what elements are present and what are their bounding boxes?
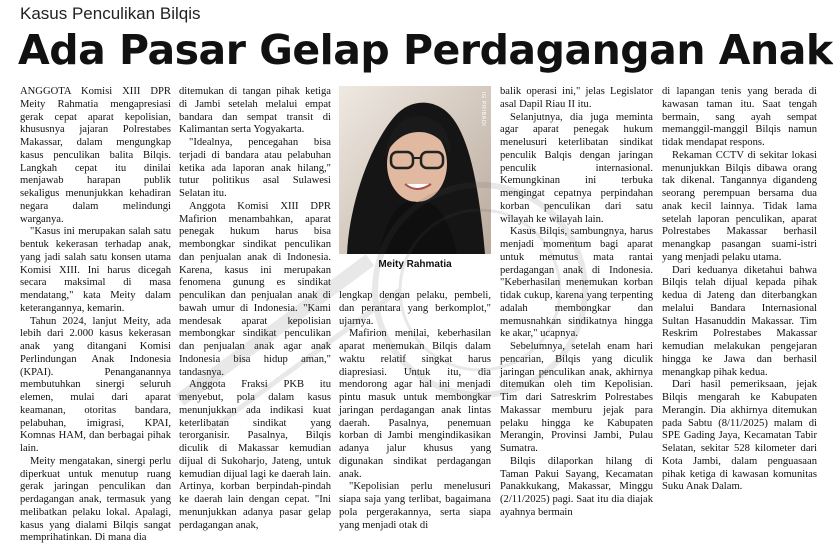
portrait-illustration xyxy=(339,86,491,254)
portrait-photo xyxy=(339,86,491,254)
article-column-5 xyxy=(662,86,817,517)
article-column-1 xyxy=(20,86,171,544)
article-kicker: Kasus Penculikan Bilqis xyxy=(20,4,201,23)
paragraph: Kasus Bilqis, sambungnya, harus menjadi momentum bagi aparat untuk memutus mata rantai perdagangan anak di Indonesia. "Keberhasilan menemukan korban tidak cukup, karena yang terpenting adalah membongkar dan memusnahkan sindikatnya hingga ke akar," ucapnya. xyxy=(500,226,653,340)
paragraph: Anggota Fraksi PKB itu menyebut, pola dalam kasus menunjukkan ada indikasi kuat keterlibatan sindikat yang terorganisir. Pasalnya, Bilqis diculik di Makassar kemudian dijual di Sukoharjo, Jateng, untuk kemudian dijual lagi ke daerah lain. Artinya, korban berpindah-pindah ke daerah lain dengan cepat. "Ini menunjukkan adanya pasar gelap perdagangan anak, xyxy=(179,379,331,531)
paragraph: balik operasi ini," jelas Legislator asal Dapil Riau II itu. xyxy=(500,86,653,110)
paragraph: di lapangan tenis yang berada di kawasan taman itu. Saat tengah bermain, sang ayah sempat memanggil-manggil Bilqis namun tidak mendapat respons. xyxy=(662,86,817,148)
article-column-3 xyxy=(339,86,491,531)
paragraph: Dari keduanya diketahui bahwa Bilqis telah dijual kepada pihak kedua di Jateng dan diterbangkan melalui Bandara Internasional Sultan Hasanuddin Makassar. Tim Reskrim Polrestabes Makassar kemudian melakukan pengejaran hingga ke Jawa dan berhasil menangkap pihak kedua. xyxy=(662,264,817,378)
paragraph: Sebelumnya, setelah enam hari pencarian, Bilqis yang diculik jaringan penculikan anak, akhirnya ditemukan oleh tim Kepolisian. Tim dari Satreskrim Polrestabes Makassar memburu jejak para pelaku hingga ke Kabupaten Merangin, Provinsi Jambi, Pulau Sumatra. xyxy=(500,341,653,454)
paragraph: Tahun 2024, lanjut Meity, ada lebih dari 2.000 kasus kekerasan anak yang ditangani Komisi Perlindungan Anak Indonesia (KPAI). Penanganannya membutuhkan sinergi seluruh elemen, mulai dari aparat keamanan, otoritas bandara, pelabuhan, imigrasi, KPAI, Komnas HAM, dan berbagai pihak lain. xyxy=(20,315,171,454)
column-3-body xyxy=(339,290,491,532)
paragraph: lengkap dengan pelaku, pembeli, dan perantara yang berkomplot," ujarnya. xyxy=(339,290,491,327)
paragraph: Bilqis dilaporkan hilang di Taman Pakui Sayang, Kecamatan Panakkukang, Makassar, Minggu (2/11/2025) pagi. Saat itu dia diajak ayahnya bermain xyxy=(500,455,653,518)
photo-caption: Meity Rahmatia xyxy=(339,254,491,276)
paragraph: Dari hasil pemeriksaan, jejak Bilqis mengarah ke Kabupaten Merangin. Dia akhirnya ditemukan pada Sabtu (8/11/2025) malam di SPE Gading Jaya, Kecamatan Tabir Selatan, sekitar 528 kilometer dari Kota Jambi, dalam penguasaan pihak ketiga di kawasan komunitas Suku Anak Dalam. xyxy=(662,379,817,493)
paragraph: Rekaman CCTV di sekitar lokasi menunjukkan Bilqis dibawa orang tak dikenal. Tangannya digandeng seorang perempuan bersama dua anak kecil lainnya. Tidak lama setelah laporan penculikan, aparat Polrestabes Makassar berhasil menangkap pasangan suami-istri yang menjadi pelaku utama. xyxy=(662,149,817,263)
article-headline: Ada Pasar Gelap Perdagangan Anak xyxy=(18,26,833,74)
article-column-4 xyxy=(500,86,653,517)
paragraph: "Kepolisian perlu menelusuri siapa saja yang terlibat, bagaimana pola pergerakannya, serta siapa yang menjadi otak di xyxy=(339,481,491,531)
paragraph: Anggota Komisi XIII DPR Mafirion menambahkan, aparat penegak hukum harus bisa membongkar sindikat penculikan dan penjualan anak di Indonesia. Karena, kasus ini merupakan fenomena gunung es sindikat penculikan dan penjualan anak di bawah umur di Indonesia. "Kami mendesak aparat kepolisian membongkar sindikat penculikan dan penjualan anak agar anak Indonesia bisa hidup aman," tandasnya. xyxy=(179,200,331,378)
article-column-2 xyxy=(179,86,331,531)
paragraph: Mafirion menilai, keberhasilan aparat menemukan Bilqis dalam waktu relatif singkat harus diapresiasi. Untuk itu, dia mendorong agar hal ini menjadi pintu masuk untuk membongkar jaringan perdagangan anak lintas daerah. Pasalnya, penemuan korban di Jambi mengindikasikan adanya jalur khusus yang digunakan sindikat perdagangan anak. xyxy=(339,328,491,480)
photo-credit: IG PRIBADI xyxy=(480,92,486,127)
paragraph: ANGGOTA Komisi XIII DPR Meity Rahmatia mengapresiasi gerak cepat aparat kepolisian, khususnya jajaran Polrestabes Makassar, dalam mengungkap kasus penculikan balita Bilqis. Langkah cepat itu dinilai menjawab harapan publik sekaligus menunjukkan kehadiran negara dalam melindungi warganya. xyxy=(20,86,171,225)
paragraph: Meity mengatakan, sinergi perlu diperkuat untuk menutup ruang gerak jaringan penculikan dan perdagangan anak, termasuk yang melibatkan pelaku lokal. Apalagi, kasus yang dialami Bilqis sangat memprihatinkan. Di mana dia xyxy=(20,455,171,544)
paragraph: "Idealnya, pencegahan bisa terjadi di bandara atau pelabuhan ketika ada laporan anak hilang," tutur politikus asal Sulawesi Selatan itu. xyxy=(179,137,331,199)
paragraph: ditemukan di tangan pihak ketiga di Jambi setelah melalui empat bandara dan sempat transit di Kalimantan serta Yogyakarta. xyxy=(179,86,331,136)
paragraph: "Kasus ini merupakan salah satu bentuk kekerasan terhadap anak, yang jadi salah satu konsen utama Komisi XIII. Ini harus dicegah secara maksimal di masa mendatang," kata Meity dalam keterangannya, kemarin. xyxy=(20,226,171,314)
paragraph: Selanjutnya, dia juga meminta agar aparat penegak hukum menelusuri keterlibatan sindikat penculik Balqis dengan jaringan penculik internasional. Kemungkinan ini terbuka mengingat cepatnya perpindahan korban penculikan dari satu wilayah ke wilayah lain. xyxy=(500,111,653,225)
